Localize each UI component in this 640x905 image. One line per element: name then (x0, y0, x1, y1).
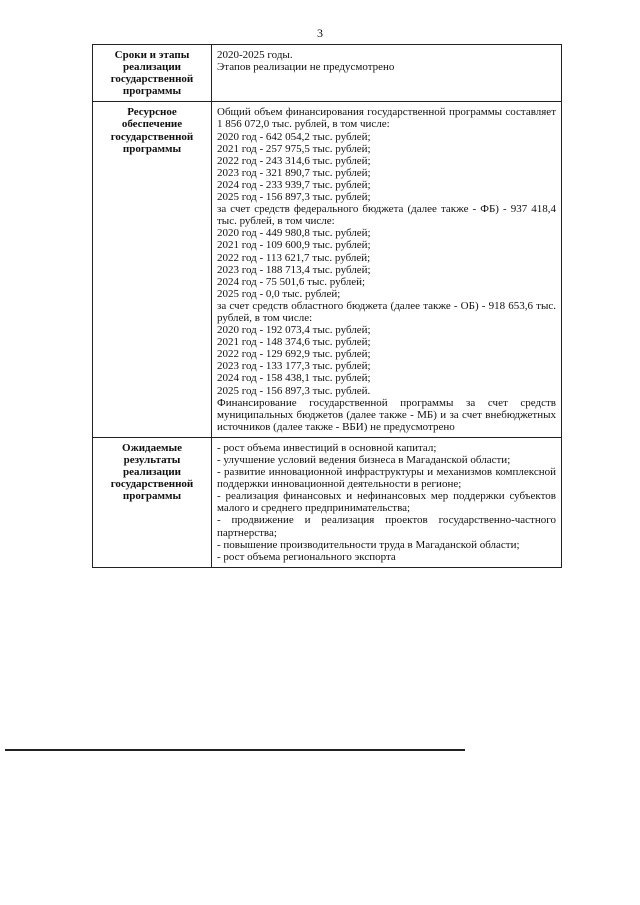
text-line: 2025 год - 0,0 тыс. рублей; (217, 287, 341, 300)
value-funding (212, 102, 562, 438)
text-line: 2020 год - 642 054,2 тыс. рублей; (217, 130, 371, 143)
text-line: 2024 год - 158 438,1 тыс. рублей; (217, 372, 371, 385)
text-paragraph: - реализация финансовых и нефинансовых мер поддержки субъектов малого и среднего предпринимательства; (217, 490, 556, 515)
text-paragraph: Финансирование государственной программы за счет средств муниципальных бюджетов (далее также - МБ) и за счет внебюджетных источников (далее также - ВБИ) не предусмотрено (217, 396, 556, 433)
text-line: 2020 год - 192 073,4 тыс. рублей; (217, 324, 371, 337)
text-paragraph: - продвижение и реализация проектов государственно-частного партнерства; (217, 514, 556, 539)
label-results: Ожидаемые результаты реализации государственной программы (93, 437, 212, 567)
text-line: 2023 год - 321 890,7 тыс. рублей; (217, 166, 371, 179)
text-line: 2020-2025 годы. (217, 49, 293, 61)
text-line: 2024 год - 75 501,6 тыс. рублей; (217, 275, 366, 288)
text-line: 2023 год - 188 713,4 тыс. рублей; (217, 263, 371, 276)
value-timeline (212, 45, 562, 102)
value-results (212, 437, 562, 567)
label-timeline: Сроки и этапы реализации государственной программы (93, 45, 212, 102)
text-line: - повышение производительности труда в Магаданской области; (217, 538, 520, 551)
text-line: - рост объема регионального экспорта (217, 550, 396, 563)
row-results (93, 437, 562, 567)
text-line: 2024 год - 233 939,7 тыс. рублей; (217, 178, 371, 191)
text-line: 2021 год - 109 600,9 тыс. рублей; (217, 239, 371, 252)
text-line: 2021 год - 257 975,5 тыс. рублей; (217, 142, 371, 155)
label-funding: Ресурсное обеспечение государственной программы (93, 102, 212, 438)
text-line: 2023 год - 133 177,3 тыс. рублей; (217, 360, 371, 373)
text-line: Этапов реализации не предусмотрено (217, 61, 395, 74)
row-funding (93, 102, 562, 438)
text-paragraph: за счет средств федерального бюджета (далее также - ФБ) - 937 418,4 тыс. рублей, в том числе: (217, 203, 556, 228)
text-line: 2020 год - 449 980,8 тыс. рублей; (217, 227, 371, 240)
text-paragraph: - развитие инновационной инфраструктуры и механизмов комплексной поддержки инновационной деятельности в регионе; (217, 466, 556, 491)
text-line: 2021 год - 148 374,6 тыс. рублей; (217, 336, 371, 349)
text-line: 2022 год - 243 314,6 тыс. рублей; (217, 154, 371, 167)
page-divider-line (5, 749, 465, 751)
text-line: 2025 год - 156 897,3 тыс. рублей; (217, 191, 371, 204)
text-line: - рост объема инвестиций в основной капитал; (217, 441, 437, 454)
text-line: 2025 год - 156 897,3 тыс. рублей. (217, 384, 371, 397)
text-paragraph: Общий объем финансирования государственной программы составляет 1 856 072,0 тыс. рублей, в том числе: (217, 106, 556, 131)
text-line: 2022 год - 129 692,9 тыс. рублей; (217, 348, 371, 361)
text-paragraph: за счет средств областного бюджета (далее также - ОБ) - 918 653,6 тыс. рублей, в том числе: (217, 299, 556, 324)
row-timeline (93, 45, 562, 102)
page-number: 3 (317, 26, 323, 40)
text-line: 2022 год - 113 621,7 тыс. рублей; (217, 251, 371, 264)
text-line: - улучшение условий ведения бизнеса в Магаданской области; (217, 454, 511, 466)
program-passport-table (92, 44, 562, 568)
